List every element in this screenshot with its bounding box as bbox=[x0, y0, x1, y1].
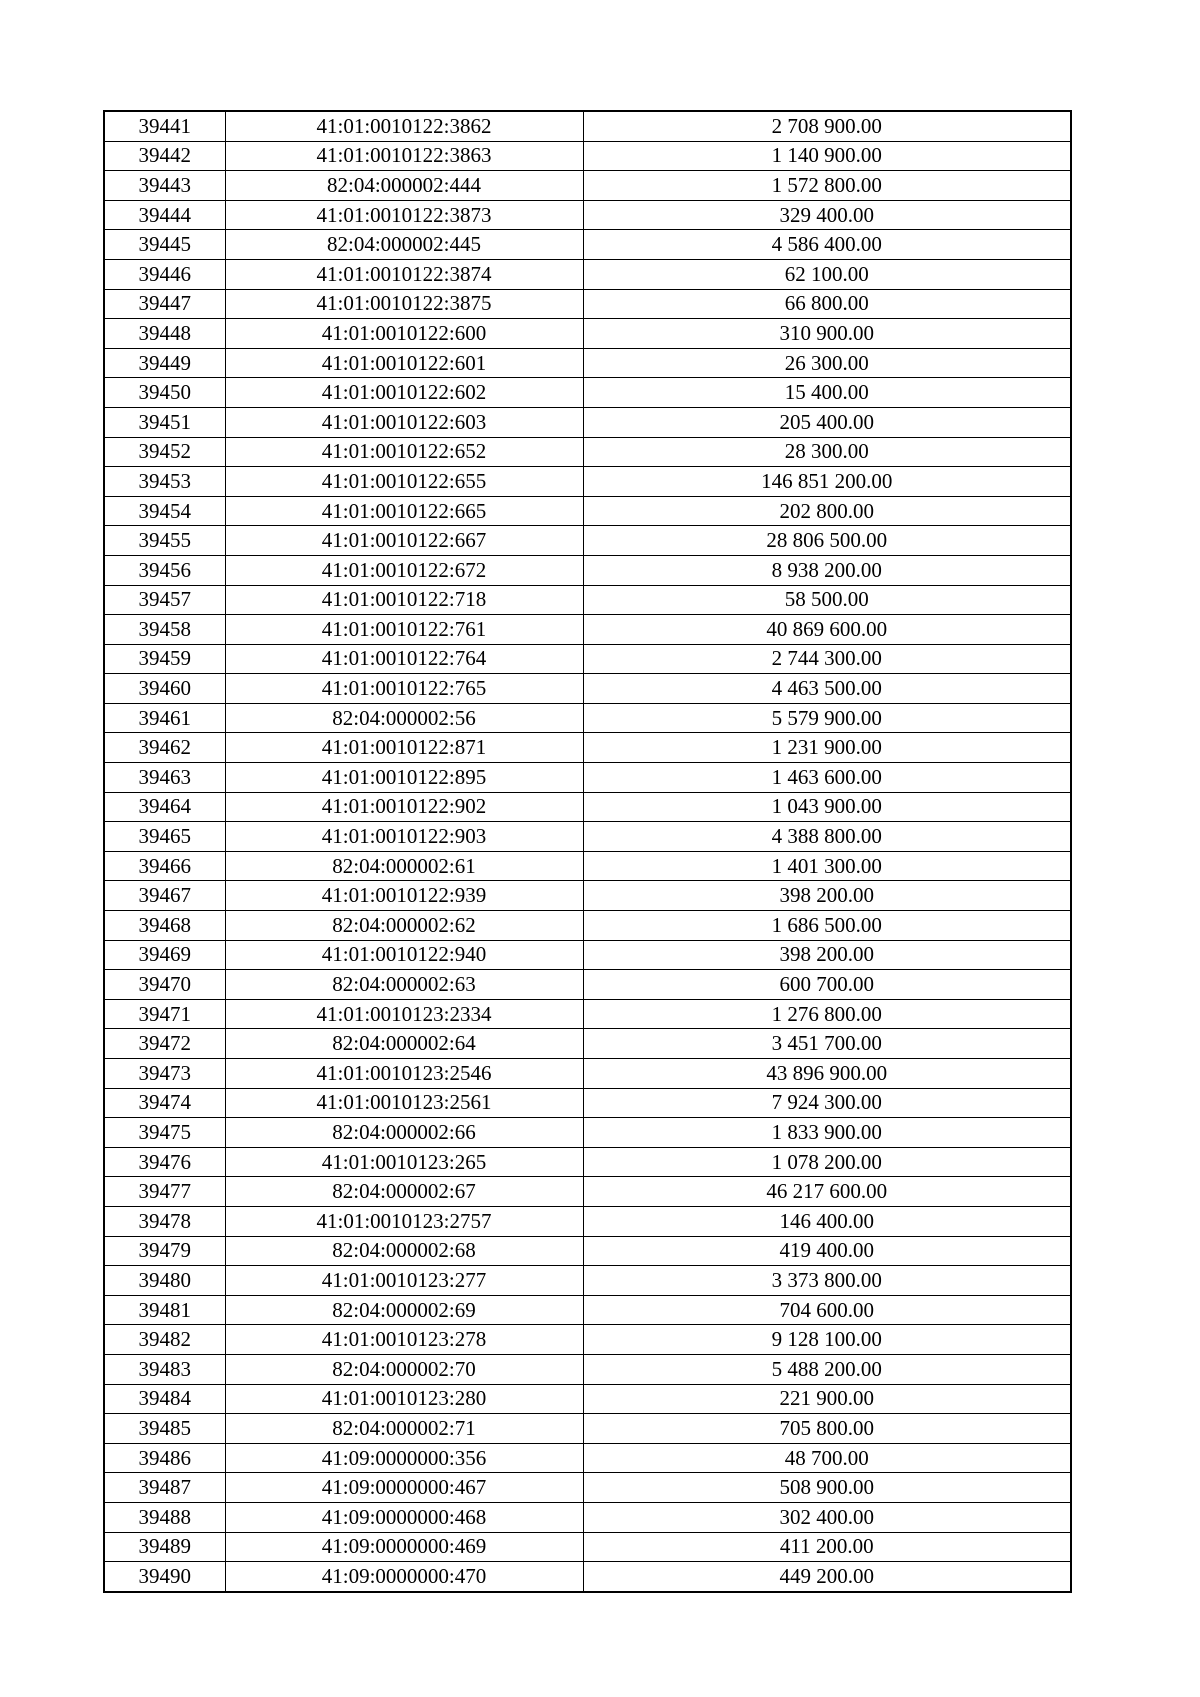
cadastral-value-cell: 4 586 400.00 bbox=[583, 230, 1071, 260]
cadastral-value-cell: 600 700.00 bbox=[583, 970, 1071, 1000]
table-row bbox=[104, 141, 1071, 171]
table-row bbox=[104, 1414, 1071, 1444]
cadastral-value-cell: 62 100.00 bbox=[583, 259, 1071, 289]
row-number-cell: 39465 bbox=[104, 822, 225, 852]
cadastral-value-cell: 1 686 500.00 bbox=[583, 911, 1071, 941]
row-number-cell: 39461 bbox=[104, 703, 225, 733]
cadastral-value-cell: 398 200.00 bbox=[583, 881, 1071, 911]
cadastral-number-cell: 82:04:000002:71 bbox=[225, 1414, 583, 1444]
table-row bbox=[104, 999, 1071, 1029]
table-row bbox=[104, 851, 1071, 881]
cadastral-value-cell: 1 231 900.00 bbox=[583, 733, 1071, 763]
cadastral-value-cell: 146 400.00 bbox=[583, 1206, 1071, 1236]
row-number-cell: 39442 bbox=[104, 141, 225, 171]
table-row bbox=[104, 230, 1071, 260]
row-number-cell: 39446 bbox=[104, 259, 225, 289]
row-number-cell: 39479 bbox=[104, 1236, 225, 1266]
cadastral-number-cell: 41:01:0010123:2757 bbox=[225, 1206, 583, 1236]
row-number-cell: 39448 bbox=[104, 319, 225, 349]
cadastral-number-cell: 41:01:0010123:2546 bbox=[225, 1059, 583, 1089]
cadastral-value-cell: 8 938 200.00 bbox=[583, 555, 1071, 585]
cadastral-value-cell: 5 579 900.00 bbox=[583, 703, 1071, 733]
cadastral-number-cell: 41:01:0010122:3875 bbox=[225, 289, 583, 319]
table-row bbox=[104, 1295, 1071, 1325]
row-number-cell: 39454 bbox=[104, 496, 225, 526]
cadastral-number-cell: 41:01:0010122:939 bbox=[225, 881, 583, 911]
cadastral-number-cell: 41:01:0010122:895 bbox=[225, 763, 583, 793]
cadastral-value-cell: 3 451 700.00 bbox=[583, 1029, 1071, 1059]
table-row bbox=[104, 111, 1071, 141]
table-row bbox=[104, 822, 1071, 852]
row-number-cell: 39486 bbox=[104, 1443, 225, 1473]
cadastral-value-cell: 7 924 300.00 bbox=[583, 1088, 1071, 1118]
table-row bbox=[104, 437, 1071, 467]
cadastral-number-cell: 41:01:0010123:280 bbox=[225, 1384, 583, 1414]
cadastral-number-cell: 41:01:0010122:672 bbox=[225, 555, 583, 585]
table-row bbox=[104, 1236, 1071, 1266]
cadastral-number-cell: 82:04:000002:444 bbox=[225, 171, 583, 201]
cadastral-value-cell: 40 869 600.00 bbox=[583, 615, 1071, 645]
cadastral-number-cell: 41:01:0010122:602 bbox=[225, 378, 583, 408]
cadastral-value-cell: 4 463 500.00 bbox=[583, 674, 1071, 704]
row-number-cell: 39490 bbox=[104, 1562, 225, 1592]
row-number-cell: 39471 bbox=[104, 999, 225, 1029]
cadastral-number-cell: 41:01:0010122:871 bbox=[225, 733, 583, 763]
cadastral-number-cell: 41:01:0010122:903 bbox=[225, 822, 583, 852]
cadastral-number-cell: 82:04:000002:68 bbox=[225, 1236, 583, 1266]
row-number-cell: 39447 bbox=[104, 289, 225, 319]
table-row bbox=[104, 1443, 1071, 1473]
cadastral-number-cell: 41:01:0010122:765 bbox=[225, 674, 583, 704]
row-number-cell: 39472 bbox=[104, 1029, 225, 1059]
cadastral-number-cell: 82:04:000002:445 bbox=[225, 230, 583, 260]
cadastral-value-table bbox=[103, 110, 1072, 1593]
table-row bbox=[104, 348, 1071, 378]
cadastral-value-cell: 302 400.00 bbox=[583, 1502, 1071, 1532]
row-number-cell: 39456 bbox=[104, 555, 225, 585]
cadastral-value-cell: 221 900.00 bbox=[583, 1384, 1071, 1414]
row-number-cell: 39473 bbox=[104, 1059, 225, 1089]
row-number-cell: 39477 bbox=[104, 1177, 225, 1207]
cadastral-number-cell: 41:01:0010123:2334 bbox=[225, 999, 583, 1029]
cadastral-number-cell: 82:04:000002:64 bbox=[225, 1029, 583, 1059]
cadastral-number-cell: 41:01:0010122:603 bbox=[225, 407, 583, 437]
row-number-cell: 39464 bbox=[104, 792, 225, 822]
cadastral-value-cell: 146 851 200.00 bbox=[583, 467, 1071, 497]
table-row bbox=[104, 1266, 1071, 1296]
table-row bbox=[104, 407, 1071, 437]
table-row bbox=[104, 378, 1071, 408]
table-row bbox=[104, 1354, 1071, 1384]
row-number-cell: 39466 bbox=[104, 851, 225, 881]
table-row bbox=[104, 1562, 1071, 1592]
table-row bbox=[104, 615, 1071, 645]
cadastral-value-cell: 26 300.00 bbox=[583, 348, 1071, 378]
row-number-cell: 39488 bbox=[104, 1502, 225, 1532]
row-number-cell: 39449 bbox=[104, 348, 225, 378]
table-row bbox=[104, 1532, 1071, 1562]
table-row bbox=[104, 171, 1071, 201]
row-number-cell: 39450 bbox=[104, 378, 225, 408]
cadastral-value-cell: 1 463 600.00 bbox=[583, 763, 1071, 793]
table-row bbox=[104, 1473, 1071, 1503]
row-number-cell: 39444 bbox=[104, 200, 225, 230]
row-number-cell: 39481 bbox=[104, 1295, 225, 1325]
table-row bbox=[104, 644, 1071, 674]
table-row bbox=[104, 526, 1071, 556]
cadastral-value-cell: 3 373 800.00 bbox=[583, 1266, 1071, 1296]
row-number-cell: 39459 bbox=[104, 644, 225, 674]
cadastral-number-cell: 41:01:0010123:2561 bbox=[225, 1088, 583, 1118]
cadastral-value-cell: 705 800.00 bbox=[583, 1414, 1071, 1444]
cadastral-value-cell: 1 043 900.00 bbox=[583, 792, 1071, 822]
table-row bbox=[104, 970, 1071, 1000]
row-number-cell: 39476 bbox=[104, 1147, 225, 1177]
cadastral-value-cell: 2 744 300.00 bbox=[583, 644, 1071, 674]
table-row bbox=[104, 703, 1071, 733]
cadastral-number-cell: 41:09:0000000:470 bbox=[225, 1562, 583, 1592]
row-number-cell: 39484 bbox=[104, 1384, 225, 1414]
table-row bbox=[104, 1059, 1071, 1089]
row-number-cell: 39468 bbox=[104, 911, 225, 941]
row-number-cell: 39451 bbox=[104, 407, 225, 437]
row-number-cell: 39463 bbox=[104, 763, 225, 793]
row-number-cell: 39462 bbox=[104, 733, 225, 763]
cadastral-number-cell: 82:04:000002:61 bbox=[225, 851, 583, 881]
cadastral-number-cell: 41:01:0010122:3863 bbox=[225, 141, 583, 171]
cadastral-value-cell: 329 400.00 bbox=[583, 200, 1071, 230]
cadastral-value-cell: 1 078 200.00 bbox=[583, 1147, 1071, 1177]
cadastral-number-cell: 41:01:0010122:601 bbox=[225, 348, 583, 378]
cadastral-value-cell: 58 500.00 bbox=[583, 585, 1071, 615]
cadastral-number-cell: 41:01:0010122:940 bbox=[225, 940, 583, 970]
cadastral-value-cell: 9 128 100.00 bbox=[583, 1325, 1071, 1355]
row-number-cell: 39470 bbox=[104, 970, 225, 1000]
table-row bbox=[104, 1502, 1071, 1532]
row-number-cell: 39478 bbox=[104, 1206, 225, 1236]
cadastral-number-cell: 41:01:0010122:3873 bbox=[225, 200, 583, 230]
table-row bbox=[104, 733, 1071, 763]
table-row bbox=[104, 289, 1071, 319]
row-number-cell: 39480 bbox=[104, 1266, 225, 1296]
cadastral-value-cell: 398 200.00 bbox=[583, 940, 1071, 970]
cadastral-number-cell: 41:09:0000000:467 bbox=[225, 1473, 583, 1503]
cadastral-value-cell: 1 833 900.00 bbox=[583, 1118, 1071, 1148]
table-row bbox=[104, 674, 1071, 704]
cadastral-number-cell: 82:04:000002:70 bbox=[225, 1354, 583, 1384]
cadastral-number-cell: 41:09:0000000:356 bbox=[225, 1443, 583, 1473]
table-row bbox=[104, 1118, 1071, 1148]
table-row bbox=[104, 496, 1071, 526]
table-row bbox=[104, 1206, 1071, 1236]
cadastral-value-cell: 2 708 900.00 bbox=[583, 111, 1071, 141]
table-row bbox=[104, 940, 1071, 970]
row-number-cell: 39452 bbox=[104, 437, 225, 467]
cadastral-number-cell: 41:01:0010122:667 bbox=[225, 526, 583, 556]
table-row bbox=[104, 881, 1071, 911]
table-row bbox=[104, 1177, 1071, 1207]
cadastral-value-cell: 449 200.00 bbox=[583, 1562, 1071, 1592]
cadastral-value-cell: 1 276 800.00 bbox=[583, 999, 1071, 1029]
cadastral-value-cell: 1 401 300.00 bbox=[583, 851, 1071, 881]
cadastral-number-cell: 82:04:000002:69 bbox=[225, 1295, 583, 1325]
cadastral-value-cell: 46 217 600.00 bbox=[583, 1177, 1071, 1207]
table-row bbox=[104, 911, 1071, 941]
cadastral-number-cell: 41:01:0010122:3874 bbox=[225, 259, 583, 289]
table-row bbox=[104, 555, 1071, 585]
cadastral-number-cell: 41:01:0010123:278 bbox=[225, 1325, 583, 1355]
table-row bbox=[104, 1029, 1071, 1059]
table-row bbox=[104, 585, 1071, 615]
cadastral-value-cell: 66 800.00 bbox=[583, 289, 1071, 319]
row-number-cell: 39457 bbox=[104, 585, 225, 615]
table-row bbox=[104, 1088, 1071, 1118]
cadastral-value-cell: 704 600.00 bbox=[583, 1295, 1071, 1325]
cadastral-number-cell: 41:01:0010122:718 bbox=[225, 585, 583, 615]
table-row bbox=[104, 200, 1071, 230]
cadastral-value-cell: 1 140 900.00 bbox=[583, 141, 1071, 171]
row-number-cell: 39455 bbox=[104, 526, 225, 556]
cadastral-value-cell: 1 572 800.00 bbox=[583, 171, 1071, 201]
cadastral-number-cell: 82:04:000002:67 bbox=[225, 1177, 583, 1207]
cadastral-value-cell: 4 388 800.00 bbox=[583, 822, 1071, 852]
cadastral-number-cell: 41:01:0010123:265 bbox=[225, 1147, 583, 1177]
cadastral-number-cell: 82:04:000002:63 bbox=[225, 970, 583, 1000]
table-row bbox=[104, 763, 1071, 793]
cadastral-value-cell: 310 900.00 bbox=[583, 319, 1071, 349]
cadastral-value-cell: 411 200.00 bbox=[583, 1532, 1071, 1562]
cadastral-number-cell: 41:01:0010123:277 bbox=[225, 1266, 583, 1296]
row-number-cell: 39469 bbox=[104, 940, 225, 970]
cadastral-value-cell: 202 800.00 bbox=[583, 496, 1071, 526]
row-number-cell: 39482 bbox=[104, 1325, 225, 1355]
cadastral-number-cell: 41:01:0010122:665 bbox=[225, 496, 583, 526]
cadastral-number-cell: 82:04:000002:66 bbox=[225, 1118, 583, 1148]
cadastral-value-cell: 205 400.00 bbox=[583, 407, 1071, 437]
cadastral-number-cell: 41:01:0010122:3862 bbox=[225, 111, 583, 141]
table-row bbox=[104, 792, 1071, 822]
cadastral-value-cell: 28 806 500.00 bbox=[583, 526, 1071, 556]
cadastral-value-cell: 28 300.00 bbox=[583, 437, 1071, 467]
row-number-cell: 39489 bbox=[104, 1532, 225, 1562]
cadastral-number-cell: 41:01:0010122:761 bbox=[225, 615, 583, 645]
table-row bbox=[104, 467, 1071, 497]
table-row bbox=[104, 1147, 1071, 1177]
row-number-cell: 39483 bbox=[104, 1354, 225, 1384]
row-number-cell: 39474 bbox=[104, 1088, 225, 1118]
row-number-cell: 39443 bbox=[104, 171, 225, 201]
row-number-cell: 39445 bbox=[104, 230, 225, 260]
row-number-cell: 39475 bbox=[104, 1118, 225, 1148]
row-number-cell: 39460 bbox=[104, 674, 225, 704]
table-row bbox=[104, 1325, 1071, 1355]
table-body bbox=[104, 111, 1071, 1592]
cadastral-value-cell: 48 700.00 bbox=[583, 1443, 1071, 1473]
row-number-cell: 39485 bbox=[104, 1414, 225, 1444]
cadastral-value-cell: 5 488 200.00 bbox=[583, 1354, 1071, 1384]
cadastral-number-cell: 41:09:0000000:469 bbox=[225, 1532, 583, 1562]
row-number-cell: 39487 bbox=[104, 1473, 225, 1503]
cadastral-number-cell: 41:01:0010122:652 bbox=[225, 437, 583, 467]
cadastral-number-cell: 41:01:0010122:600 bbox=[225, 319, 583, 349]
cadastral-number-cell: 82:04:000002:56 bbox=[225, 703, 583, 733]
cadastral-number-cell: 41:09:0000000:468 bbox=[225, 1502, 583, 1532]
cadastral-value-cell: 15 400.00 bbox=[583, 378, 1071, 408]
row-number-cell: 39453 bbox=[104, 467, 225, 497]
table-row bbox=[104, 259, 1071, 289]
table-row bbox=[104, 1384, 1071, 1414]
cadastral-number-cell: 41:01:0010122:764 bbox=[225, 644, 583, 674]
table-row bbox=[104, 319, 1071, 349]
cadastral-number-cell: 82:04:000002:62 bbox=[225, 911, 583, 941]
cadastral-number-cell: 41:01:0010122:902 bbox=[225, 792, 583, 822]
row-number-cell: 39467 bbox=[104, 881, 225, 911]
cadastral-number-cell: 41:01:0010122:655 bbox=[225, 467, 583, 497]
cadastral-value-cell: 419 400.00 bbox=[583, 1236, 1071, 1266]
cadastral-value-cell: 508 900.00 bbox=[583, 1473, 1071, 1503]
row-number-cell: 39458 bbox=[104, 615, 225, 645]
cadastral-value-cell: 43 896 900.00 bbox=[583, 1059, 1071, 1089]
row-number-cell: 39441 bbox=[104, 111, 225, 141]
